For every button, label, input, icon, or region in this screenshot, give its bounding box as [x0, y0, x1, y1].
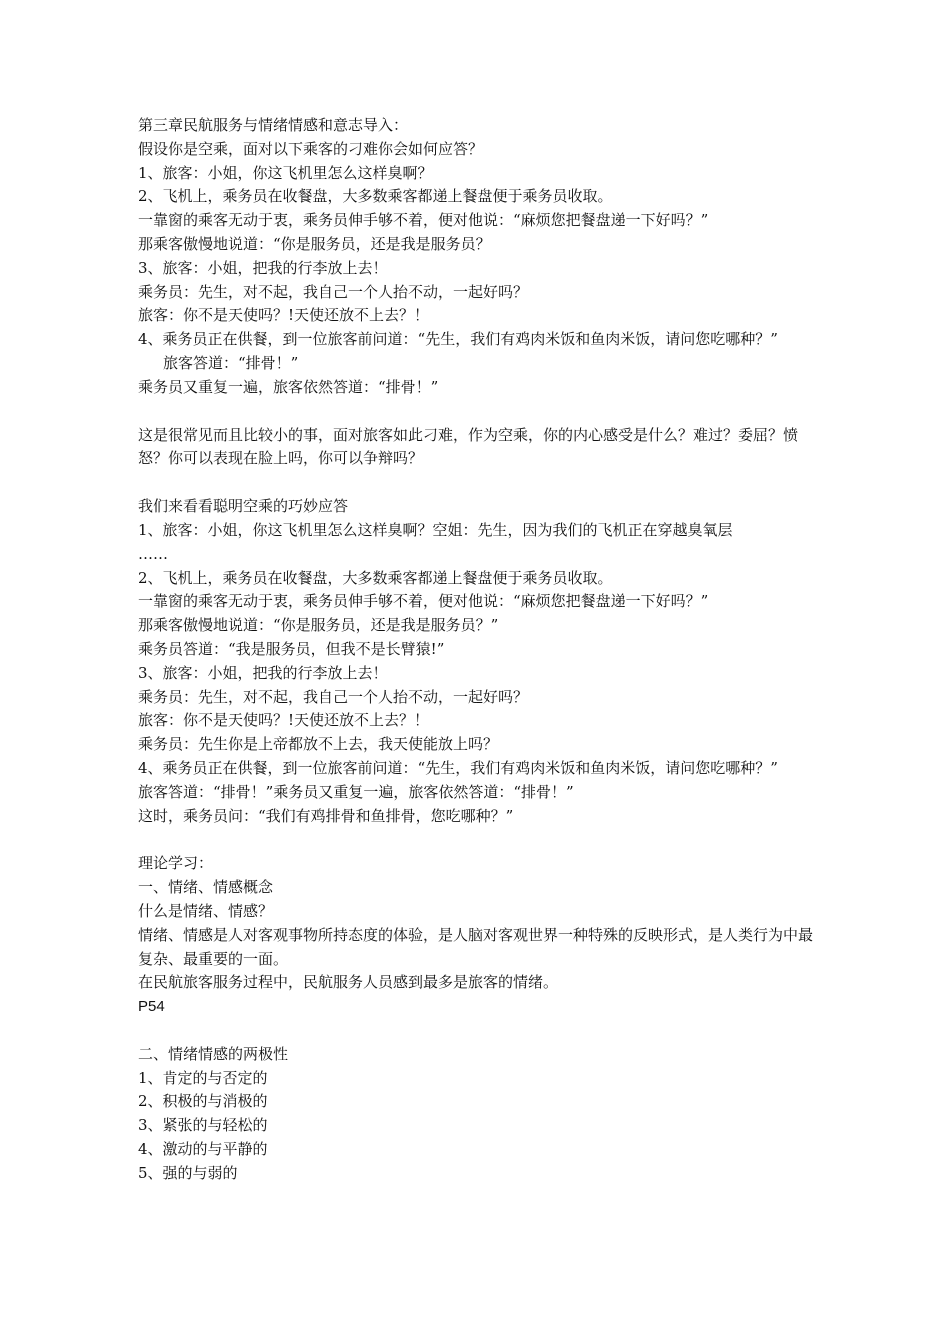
answer-3-line-3: 旅客：你不是天使吗？!天使还放不上去？！ — [138, 711, 430, 730]
case-2: 2、飞机上，乘务员在收餐盘，大多数乘客都递上餐盘便于乘务员收取。 — [138, 187, 613, 206]
answer-2-line-2: 一靠窗的乘客无动于衷，乘务员伸手够不着，便对他说：“麻烦您把餐盘递一下好吗？” — [138, 592, 709, 611]
case-3: 3、旅客：小姐，把我的行李放上去！ — [138, 258, 388, 277]
chapter-title: 第三章民航服务与情绪情感和意志导入： — [138, 116, 409, 134]
answer-4-line-2: 旅客答道：“排骨！”乘务员又重复一遍，旅客依然答道：“排骨！” — [138, 782, 574, 801]
answer-4: 4、乘务员正在供餐，到一位旅客前问道：“先生，我们有鸡肉米饭和鱼肉米饭，请问您吃哪种？” — [138, 758, 778, 777]
answer-2-line-3: 那乘客傲慢地说道：“你是服务员，还是我是服务员？” — [138, 616, 499, 635]
answer-3-line-4: 乘务员：先生你是上帝都放不上去，我天使能放上吗？ — [138, 735, 499, 754]
case-3-line-2: 乘务员：先生，对不起，我自己一个人抬不动，一起好吗？ — [138, 282, 529, 301]
polarity-item: 2、积极的与消极的 — [138, 1092, 268, 1111]
answer-1-ellipsis: …… — [138, 544, 168, 563]
page-reference: P54 — [138, 998, 165, 1016]
polarity-item: 3、紧张的与轻松的 — [138, 1116, 268, 1135]
answer-2: 2、飞机上，乘务员在收餐盘，大多数乘客都递上餐盘便于乘务员收取。 — [138, 568, 613, 587]
reflection-paragraph: 这是很常见而且比较小的事，面对旅客如此刁难，作为空乘，你的内心感受是什么？难过？委屈？愤怒？你可以表现在脸上吗，你可以争辩吗？ — [138, 425, 799, 468]
case-3-line-3: 旅客：你不是天使吗？!天使还放不上去？！ — [138, 306, 430, 325]
section-1-heading: 一、情绪、情感概念 — [138, 878, 274, 897]
polarity-item: 5、强的与弱的 — [138, 1163, 238, 1182]
polarity-item: 1、肯定的与否定的 — [138, 1068, 268, 1087]
section-1-question: 什么是情绪、情感？ — [138, 901, 274, 920]
case-4-line-3: 乘务员又重复一遍，旅客依然答道：“排骨！” — [138, 377, 439, 396]
intro-question: 假设你是空乘，面对以下乘客的刁难你会如何应答？ — [138, 139, 484, 158]
section-2-heading: 二、情绪情感的两极性 — [138, 1044, 289, 1063]
polarity-item: 4、激动的与平静的 — [138, 1140, 268, 1159]
case-4: 4、乘务员正在供餐，到一位旅客前问道：“先生，我们有鸡肉米饭和鱼肉米饭，请问您吃哪种？” — [138, 330, 778, 349]
section-1-definition: 情绪、情感是人对客观事物所持态度的体验，是人脑对客观世界一种特殊的反映形式，是人类行为中最复杂、最重要的一面。 — [138, 925, 814, 968]
section-1-note: 在民航旅客服务过程中，民航服务人员感到最多是旅客的情绪。 — [138, 973, 559, 992]
answer-1: 1、旅客：小姐，你这飞机里怎么这样臭啊？空姐：先生，因为我们的飞机正在穿越臭氧层 — [138, 520, 733, 539]
case-1: 1、旅客：小姐，你这飞机里怎么这样臭啊？ — [138, 163, 433, 182]
theory-title: 理论学习： — [138, 854, 214, 873]
answer-2-line-4: 乘务员答道：“我是服务员，但我不是长臂猿!” — [138, 639, 445, 658]
case-4-line-2: 旅客答道：“排骨！” — [163, 353, 299, 372]
answer-4-line-3: 这时，乘务员问：“我们有鸡排骨和鱼排骨，您吃哪种？” — [138, 806, 514, 825]
answer-3: 3、旅客：小姐，把我的行李放上去！ — [138, 663, 388, 682]
document-body — [138, 114, 818, 1186]
case-2-line-2: 一靠窗的乘客无动于衷，乘务员伸手够不着，便对他说：“麻烦您把餐盘递一下好吗？” — [138, 211, 709, 230]
answer-3-line-2: 乘务员：先生，对不起，我自己一个人抬不动，一起好吗？ — [138, 687, 529, 706]
answers-title: 我们来看看聪明空乘的巧妙应答 — [138, 497, 349, 516]
case-2-line-3: 那乘客傲慢地说道：“你是服务员，还是我是服务员？ — [138, 234, 491, 253]
